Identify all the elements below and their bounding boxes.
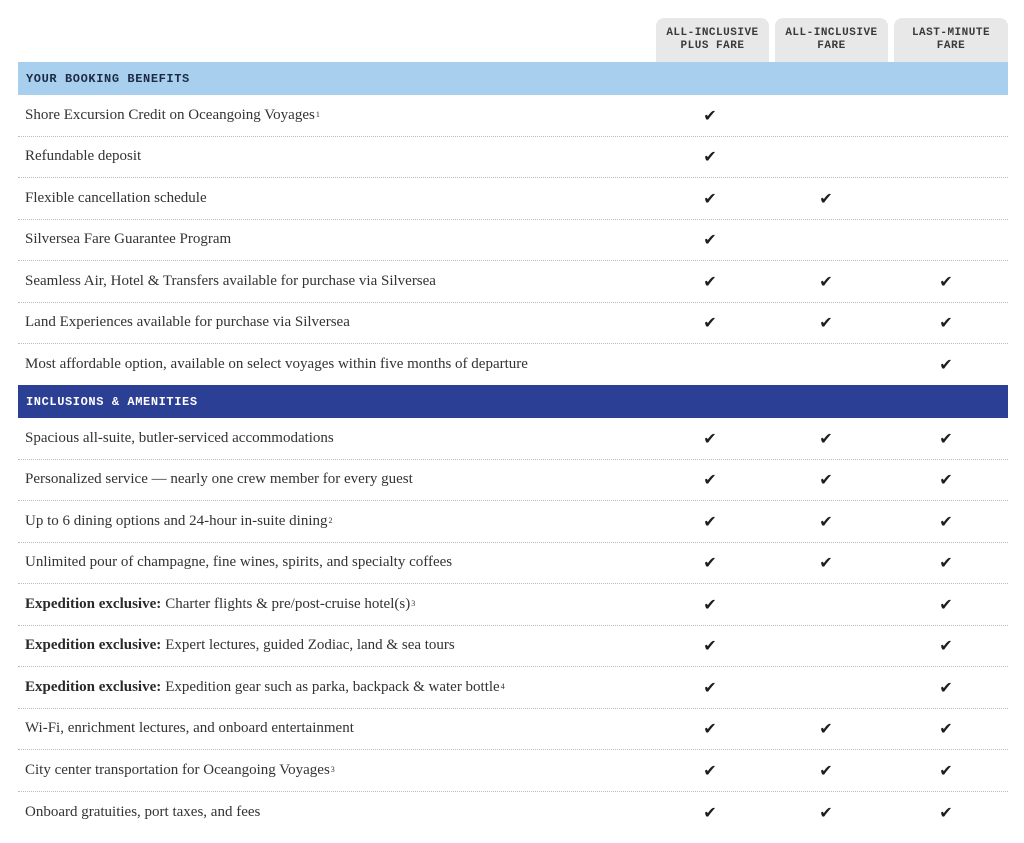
row-label bbox=[25, 792, 260, 834]
table-row bbox=[18, 584, 1008, 626]
row-label bbox=[25, 460, 413, 501]
checkmark-icon: ✔ bbox=[703, 553, 717, 573]
checkmark-icon: ✔ bbox=[939, 677, 953, 697]
checkmark-icon: ✔ bbox=[703, 802, 717, 822]
checkmark-icon: ✔ bbox=[703, 594, 717, 614]
checkmark-icon: ✔ bbox=[939, 594, 953, 614]
table-row bbox=[18, 344, 1008, 386]
table-row bbox=[18, 667, 1008, 709]
checkmark-icon: ✔ bbox=[939, 760, 953, 780]
checkmark-icon: ✔ bbox=[703, 230, 717, 250]
checkmark-icon: ✔ bbox=[939, 428, 953, 448]
table-row bbox=[18, 178, 1008, 220]
row-label: Expedition exclusive: Expedition gear such as parka, backpack & water bottle 4 bbox=[25, 678, 505, 695]
table-row bbox=[18, 137, 1008, 179]
row-label bbox=[25, 137, 141, 178]
checkmark-icon: ✔ bbox=[703, 719, 717, 739]
checkmark-icon: ✔ bbox=[703, 313, 717, 333]
checkmark-icon: ✔ bbox=[939, 313, 953, 333]
row-label bbox=[25, 344, 528, 386]
checkmark-icon: ✔ bbox=[939, 553, 953, 573]
row-label-text: Flexible cancellation schedule bbox=[25, 189, 207, 206]
checkmark-icon: ✔ bbox=[939, 802, 953, 822]
row-label-text: Silversea Fare Guarantee Program bbox=[25, 231, 232, 248]
row-label-text: Expedition gear such as parka, backpack & water bottle bbox=[165, 678, 500, 695]
checkmark-icon: ✔ bbox=[819, 271, 833, 291]
table-row bbox=[18, 543, 1008, 585]
checkmark-icon: ✔ bbox=[819, 313, 833, 333]
checkmark-icon: ✔ bbox=[703, 677, 717, 697]
checkmark-icon: ✔ bbox=[819, 553, 833, 573]
row-label bbox=[25, 709, 354, 750]
checkmark-icon: ✔ bbox=[703, 147, 717, 167]
checkmark-icon: ✔ bbox=[819, 428, 833, 448]
table-row bbox=[18, 95, 1008, 137]
row-label-prefix: Expedition exclusive: bbox=[25, 678, 162, 695]
checkmark-icon: ✔ bbox=[703, 760, 717, 780]
row-label-prefix: Expedition exclusive: bbox=[25, 595, 162, 612]
section-header-booking-benefits: YOUR BOOKING BENEFITS bbox=[18, 62, 1008, 95]
table-row bbox=[18, 709, 1008, 751]
row-label bbox=[25, 220, 231, 261]
row-label-text: Land Experiences available for purchase via Silversea bbox=[25, 314, 350, 331]
table-row bbox=[18, 750, 1008, 792]
row-label: Expedition exclusive: Charter flights & pre/post-cruise hotel(s) 3 bbox=[25, 595, 416, 612]
row-label-text: Unlimited pour of champagne, fine wines, spirits, and specialty coffees bbox=[25, 554, 453, 571]
booking-benefits-rows bbox=[18, 95, 1008, 386]
row-label bbox=[25, 303, 350, 344]
checkmark-icon: ✔ bbox=[703, 511, 717, 531]
row-label bbox=[25, 543, 452, 584]
checkmark-icon: ✔ bbox=[819, 511, 833, 531]
row-label-text: Expert lectures, guided Zodiac, land & sea tours bbox=[165, 637, 455, 654]
row-label: Shore Excursion Credit on Oceangoing Voyages 1 bbox=[25, 106, 320, 123]
section-header-inclusions-amenities: INCLUSIONS & AMENITIES bbox=[18, 385, 1008, 418]
row-label: City center transportation for Oceangoing Voyages 3 bbox=[25, 761, 335, 778]
checkmark-icon: ✔ bbox=[939, 719, 953, 739]
row-label-text: Up to 6 dining options and 24-hour in-suite dining bbox=[25, 512, 328, 529]
table-row bbox=[18, 460, 1008, 502]
row-label bbox=[25, 261, 436, 302]
row-label-text: City center transportation for Oceangoing Voyages bbox=[25, 761, 330, 778]
checkmark-icon: ✔ bbox=[939, 636, 953, 656]
table-row bbox=[18, 303, 1008, 345]
checkmark-icon: ✔ bbox=[819, 760, 833, 780]
row-label-text: Onboard gratuities, port taxes, and fees bbox=[25, 803, 261, 820]
row-label bbox=[25, 178, 207, 219]
row-label-text: Seamless Air, Hotel & Transfers available for purchase via Silversea bbox=[25, 272, 436, 289]
row-label-text: Charter flights & pre/post-cruise hotel(s) bbox=[165, 595, 411, 612]
row-label-text: Spacious all-suite, butler-serviced accommodations bbox=[25, 429, 334, 446]
table-row bbox=[18, 792, 1008, 834]
checkmark-icon: ✔ bbox=[703, 428, 717, 448]
checkmark-icon: ✔ bbox=[703, 636, 717, 656]
row-label-text: Personalized service — nearly one crew member for every guest bbox=[25, 471, 413, 488]
row-label-text: Shore Excursion Credit on Oceangoing Voyages bbox=[25, 106, 315, 123]
checkmark-icon: ✔ bbox=[819, 719, 833, 739]
column-header-last-minute: LAST-MINUTE FARE bbox=[894, 18, 1008, 62]
row-label-prefix: Expedition exclusive: bbox=[25, 637, 162, 654]
row-label-text: Most affordable option, available on select voyages within five months of departure bbox=[25, 356, 528, 373]
fare-column-headers bbox=[0, 18, 1024, 62]
row-label-text: Refundable deposit bbox=[25, 148, 142, 165]
checkmark-icon: ✔ bbox=[703, 188, 717, 208]
column-header-all-inclusive: ALL-INCLUSIVE FARE bbox=[775, 18, 888, 62]
checkmark-icon: ✔ bbox=[939, 355, 953, 375]
checkmark-icon: ✔ bbox=[819, 188, 833, 208]
table-row bbox=[18, 220, 1008, 262]
column-header-all-inclusive-plus: ALL-INCLUSIVE PLUS FARE bbox=[656, 18, 769, 62]
row-label-text: Wi-Fi, enrichment lectures, and onboard entertainment bbox=[25, 720, 354, 737]
table-row bbox=[18, 501, 1008, 543]
row-label bbox=[25, 626, 455, 667]
table-row bbox=[18, 418, 1008, 460]
checkmark-icon: ✔ bbox=[939, 271, 953, 291]
table-row bbox=[18, 626, 1008, 668]
checkmark-icon: ✔ bbox=[703, 271, 717, 291]
checkmark-icon: ✔ bbox=[819, 470, 833, 490]
row-label: Up to 6 dining options and 24-hour in-suite dining 2 bbox=[25, 512, 333, 529]
checkmark-icon: ✔ bbox=[703, 105, 717, 125]
checkmark-icon: ✔ bbox=[939, 511, 953, 531]
table-row bbox=[18, 261, 1008, 303]
checkmark-icon: ✔ bbox=[939, 470, 953, 490]
checkmark-icon: ✔ bbox=[819, 802, 833, 822]
inclusions-amenities-rows bbox=[18, 418, 1008, 833]
row-label bbox=[25, 418, 334, 459]
checkmark-icon: ✔ bbox=[703, 470, 717, 490]
